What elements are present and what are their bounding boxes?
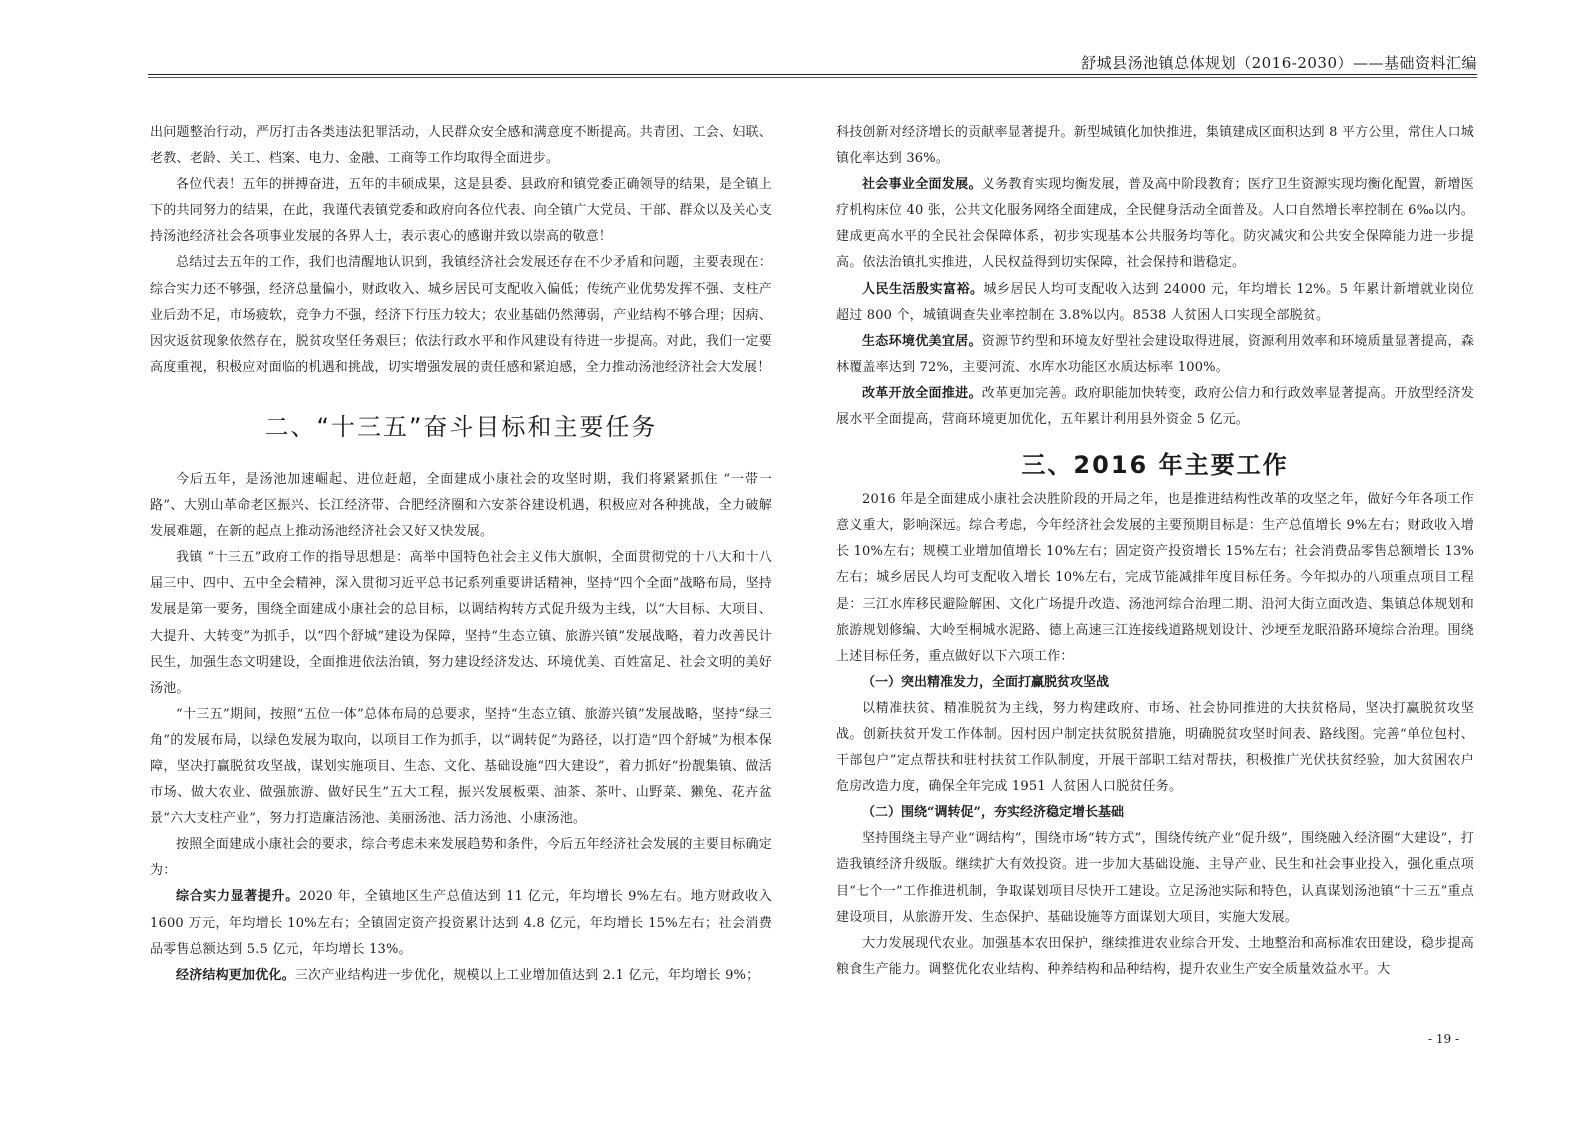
subsection-heading: （二）围绕“调转促”，夯实经济稳定增长基础 — [862, 805, 1124, 821]
paragraph: 出问题整治行动，严厉打击各类违法犯罪活动，人民群众安全感和满意度不断提高。共青团、工会、妇联、老教、老龄、关工、档案、电力、金融、工商等工作均取得全面进步。 — [150, 125, 772, 167]
document-header-title: 舒城县汤池镇总体规划（2016-2030）——基础资料汇编 — [1081, 54, 1477, 72]
paragraph: 2016 年是全面建成小康社会决胜阶段的开局之年，也是推进结构性改革的攻坚之年，做好今年各项工作意义重大，影响深远。综合考虑，今年经济社会发展的主要预期目标是：生产总值增长 9%左右；财政收入增长 10%左右；规模工业增加值增长 10%左右；固定资产投资增长 15%左右；社会消费品零售总额增长 13%左右；城乡居民人均可支配收入增长 10%左右，完成节能减排年度目标任务。今年拟办的八项重点项目工程是：三江水库移民避险解困、文化广场提升改造、汤池河综合治理二期、沿河大街立面改造、集镇总体规划和旅游规划修编、大岭至桐城水泥路、德上高速三江连接线道路规划设计、沙埂至龙眠沿路环境综合治理。围绕上述目标任务，重点做好以下六项工作： — [836, 492, 1474, 664]
goal-text: 三次产业结构进一步优化，规模以上工业增加值达到 2.1 亿元，年均增长 9%； — [294, 967, 760, 983]
goal-text: 2020 年，全镇地区生产总值达到 11 亿元，年均增长 9%左右。地方财政收入 1600 万元，年均增长 10%左右；全镇固定资产投资累计达到 4.8 亿元，年均增长 15%左右；社会消费品零售总额达到 5.5 亿元，年均增长 13%。 — [150, 889, 772, 957]
paragraph — [836, 329, 1474, 381]
goal-text: 城乡居民人均可支配收入达到 24000 元，年均增长 12%。5 年累计新增就业岗位超过 800 个，城镇调查失业率控制在 3.8%以内。8538 人贫困人口实现全部脱贫。 — [836, 281, 1474, 323]
paragraph — [150, 884, 772, 962]
paragraph: 以精准扶贫、精准脱贫为主线，努力构建政府、市场、社会协同推进的大扶贫格局，坚决打赢脱贫攻坚战。创新扶贫开发工作体制。因村因户制定扶贫脱贫措施，明确脱贫攻坚时间表、路线图。完善“单位包村、干部包户”定点帮扶和驻村扶贫工作队制度，开展干部职工结对帮扶，积极推广光伏扶贫经验，加大贫困农户危房改造力度，确保全年完成 1951 人贫困人口脱贫任务。 — [836, 700, 1474, 795]
paragraph: 大力发展现代农业。加强基本农田保护，继续推进农业综合开发、土地整治和高标准农田建设，稳步提高粮食生产能力。调整优化农业结构、种养结构和品种结构，提升农业生产安全质量效益水平。大 — [836, 935, 1474, 977]
left-column — [150, 120, 772, 989]
paragraph: 各位代表！五年的拼搏奋进，五年的丰硕成果，这是县委、县政府和镇党委正确领导的结果，是全镇上下的共同努力的结果，在此，我谨代表镇党委和政府向各位代表、向全镇广大党员、干部、群众以及关心支持汤池经济社会各项事业发展的各界人士，表示衷心的感谢并致以崇高的敬意！ — [150, 177, 772, 245]
paragraph: 科技创新对经济增长的贡献率显著提升。新型城镇化加快推进，集镇建成区面积达到 8 平方公里，常住人口城镇化率达到 36%。 — [836, 125, 1474, 167]
paragraph: 按照全面建成小康社会的要求，综合考虑未来发展趋势和条件，今后五年经济社会发展的主要目标确定为： — [150, 837, 772, 879]
paragraph — [836, 172, 1474, 276]
paragraph: 总结过去五年的工作，我们也清醒地认识到，我镇经济社会发展还存在不少矛盾和问题，主要表现在：综合实力还不够强，经济总量偏小，财政收入、城乡居民可支配收入偏低；传统产业优势发挥不强、支柱产业后劲不足，市场疲软，竞争力不强，经济下行压力较大；农业基础仍然薄弱，产业结构不够合理；因病、因灾返贫现象依然存在，脱贫攻坚任务艰巨；依法行政水平和作风建设有待进一步提高。对此，我们一定要高度重视，积极应对面临的机遇和挑战，切实增强发展的责任感和紧迫感，全力推动汤池经济社会大发展！ — [150, 255, 772, 375]
goal-heading: 综合实力显著提升。 — [176, 889, 299, 905]
paragraph — [836, 277, 1474, 329]
paragraph: “十三五”期间，按照“五位一体”总体布局的总要求，坚持“生态立镇、旅游兴镇”发展战略，坚持“绿三角”的发展布局，以绿色发展为取向，以项目工作为抓手，以“调转促”为路径，以打造“四个舒城”为根本保障，坚决打赢脱贫攻坚战，谋划实施项目、生态、文化、基础设施“四大建设”，着力抓好“扮靓集镇、做活市场、做大农业、做强旅游、做好民生”五大工程，振兴发展板栗、油茶、茶叶、山野菜、獭兔、花卉盆景“六大支柱产业”，努力打造廉洁汤池、美丽汤池、活力汤池、小康汤池。 — [150, 706, 772, 827]
section-heading: 二、“十三五”奋斗目标和主要任务 — [264, 412, 658, 441]
paragraph — [836, 381, 1474, 433]
header-rule-thin — [148, 77, 1477, 78]
paragraph: 坚持围绕主导产业“调结构”，围绕市场“转方式”，围绕传统产业“促升级”，围绕融入经济圈“大建设”，打造我镇经济升级版。继续扩大有效投资。进一步加大基础设施、主导产业、民生和社会事业投入，强化重点项目“七个一”工作推进机制，争取谋划项目尽快开工建设。立足汤池实际和特色，认真谋划汤池镇“十三五”重点建设项目，从旅游开发、生态保护、基础设施等方面谋划大项目，实施大发展。 — [836, 831, 1474, 925]
goal-text: 改革更加完善。政府职能加快转变，政府公信力和行政效率显著提高。开放型经济发展水平全面提高，营商环境更加优化，五年累计利用县外资金 5 亿元。 — [836, 385, 1474, 428]
right-column — [836, 120, 1474, 983]
page-number: - 19 - — [1427, 1032, 1459, 1046]
header-rule — [148, 74, 1477, 75]
goal-heading: 改革开放全面推进。 — [862, 385, 982, 401]
paragraph — [150, 963, 772, 989]
section-heading: 三、2016 年主要工作 — [1021, 451, 1289, 480]
goal-heading: 生态环境优美宜居。 — [862, 333, 982, 349]
goal-text: 义务教育实现均衡发展，普及高中阶段教育；医疗卫生资源实现均衡化配置，新增医疗机构床位 40 张，公共文化服务网络全面建成，全民健身活动全面普及。人口自然增长率控制在 6‰以内。建成更高水平的全民社会保障体系，初步实现基本公共服务均等化。防灾减灾和公共安全保障能力进一步提高。依法治镇扎实推进，人民权益得到切实保障，社会保持和谐稳定。 — [836, 177, 1474, 271]
goal-heading: 经济结构更加优化。 — [176, 967, 295, 983]
goal-heading: 社会事业全面发展。 — [862, 177, 982, 193]
paragraph: 我镇 “十三五”政府工作的指导思想是：高举中国特色社会主义伟大旗帜，全面贯彻党的十八大和十八届三中、四中、五中全会精神，深入贯彻习近平总书记系列重要讲话精神，坚持“四个全面”战略布局，坚持发展是第一要务，围绕全面建成小康社会的总目标，以调结构转方式促升级为主线，以“大目标、大项目、大提升、大转变”为抓手，以“四个舒城”建设为保障，坚持“生态立镇、旅游兴镇”发展战略，着力改善民计民生，加强生态文明建设，全面推进依法治镇，努力建设经济发达、环境优美、百姓富足、社会文明的美好汤池。 — [150, 550, 772, 696]
paragraph: 今后五年，是汤池加速崛起、进位赶超，全面建成小康社会的攻坚时期，我们将紧紧抓住 “一带一路”、大别山革命老区振兴、长江经济带、合肥经济圈和六安茶谷建设机遇，积极应对各种挑战，全力破解发展难题，在新的起点上推动汤池经济社会又好又快发展。 — [150, 471, 772, 540]
subsection-heading: （一）突出精准发力，全面打赢脱贫攻坚战 — [862, 674, 1110, 690]
goal-heading: 人民生活殷实富裕。 — [862, 281, 984, 297]
goal-text: 资源节约型和环境友好型社会建设取得进展，资源利用效率和环境质量显著提高，森林覆盖率达到 72%，主要河流、水库水功能区水质达标率 100%。 — [836, 333, 1474, 375]
